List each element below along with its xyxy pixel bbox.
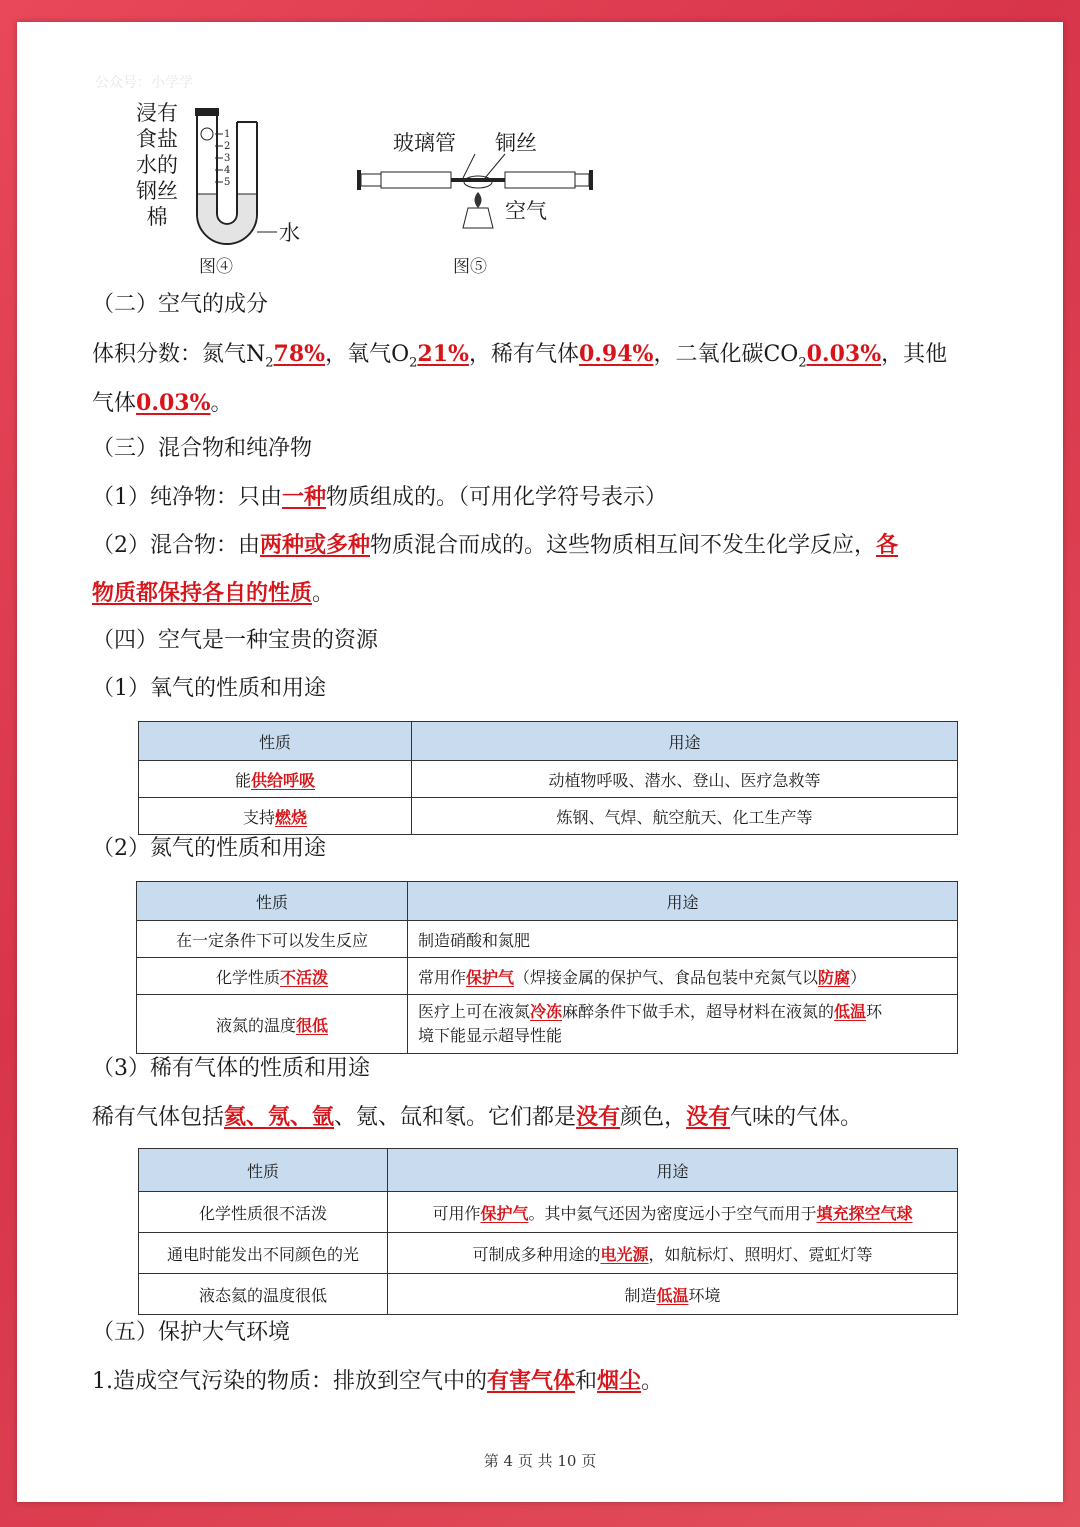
table-cell [137, 958, 408, 995]
table-row [139, 1274, 958, 1315]
text: 环 [866, 1002, 883, 1021]
fig4-label-line: 浸有 [136, 101, 178, 125]
answer: 氦、氖、氩 [224, 1104, 335, 1130]
table-cell: 通电时能发出不同颜色的光 [139, 1233, 388, 1274]
fig4-label-line: 棉 [146, 205, 168, 229]
table-header [139, 1149, 958, 1192]
section-title: （四）空气是一种宝贵的资源 [92, 628, 379, 653]
text: 制造 [624, 1285, 657, 1305]
text: ，如航标灯、照明灯、霓虹灯等 [648, 1244, 873, 1264]
rare-gas-intro [92, 1102, 1003, 1133]
table-cell [139, 798, 412, 835]
nitrogen-table [136, 881, 958, 1054]
answer: 21% [417, 341, 469, 367]
subscript: 2 [798, 355, 807, 371]
scale-mark: 3 [224, 153, 231, 164]
text: ，其他 [881, 342, 948, 367]
table-header [137, 882, 958, 921]
table-row [139, 761, 958, 798]
answer: 保护气 [480, 1203, 529, 1223]
mixture-line [92, 530, 1003, 561]
table-cell: 化学性质很不活泼 [139, 1192, 388, 1233]
page-footer: 第 4 页 共 10 页 [483, 1452, 597, 1470]
column-header: 用途 [388, 1149, 958, 1192]
syringe-diagram [355, 150, 600, 240]
text: 境下能显示超导性能 [418, 1026, 563, 1045]
rare-gas-table [138, 1148, 958, 1315]
text: （1）纯净物：只由 [92, 485, 282, 510]
answer: 没有 [686, 1104, 731, 1130]
table-row [137, 921, 958, 958]
text: 能 [234, 770, 251, 790]
text: 物质组成的。（可用化学符号表示） [326, 485, 668, 510]
watermark: 公众号：小学学 [95, 75, 193, 91]
volume-fraction-line [92, 339, 1003, 378]
table-row [139, 1233, 958, 1274]
subsection-title: （1）氧气的性质和用途 [92, 676, 326, 701]
text: 环境 [688, 1285, 721, 1305]
oxygen-table [138, 721, 958, 835]
answer: 0.03% [806, 341, 882, 367]
text: ，二氧化碳CO [653, 342, 799, 367]
text: 。 [312, 581, 335, 606]
answer: 供给呼吸 [251, 770, 316, 790]
answer: 低温 [834, 1002, 867, 1021]
answer: 不活泼 [280, 967, 329, 987]
text: ） [850, 967, 867, 987]
table-header [139, 722, 958, 761]
table-cell: 液态氦的温度很低 [139, 1274, 388, 1315]
scale-mark: 1 [224, 129, 231, 140]
table-row [139, 1192, 958, 1233]
table-cell: 制造硝酸和氮肥 [408, 921, 958, 958]
text: 化学性质 [215, 967, 280, 987]
mixture-line-2 [92, 578, 1003, 609]
table-row [137, 958, 958, 995]
answer: 78% [273, 341, 326, 367]
text: 气味的气体。 [730, 1105, 863, 1130]
answer: 防腐 [818, 967, 851, 987]
text: 医疗上可在液氮 [418, 1002, 531, 1021]
copper-wire-label: 铜丝 [495, 131, 537, 155]
volume-fraction-line-2 [92, 388, 1003, 419]
text: 常用作 [418, 967, 467, 987]
table-cell [137, 995, 408, 1054]
table-cell: 动植物呼吸、潜水、登山、医疗急救等 [412, 761, 958, 798]
text: 稀有气体包括 [92, 1105, 225, 1130]
text: ，稀有气体 [468, 342, 579, 367]
section-title: （二）空气的成分 [92, 292, 269, 317]
answer: 填充探空气球 [816, 1203, 913, 1223]
pollution-line [92, 1366, 1003, 1397]
scale-mark: 5 [224, 177, 231, 188]
answer: 有害气体 [487, 1368, 576, 1394]
subscript: 2 [265, 355, 274, 371]
answer: 一种 [282, 484, 327, 510]
air-label: 空气 [505, 199, 547, 223]
scale-mark: 2 [224, 141, 231, 152]
table-row [139, 798, 958, 835]
text: 支持 [242, 807, 275, 827]
answer: 各 [876, 532, 899, 558]
answer: 冷冻 [530, 1002, 563, 1021]
answer: 物质都保持各自的性质 [92, 580, 313, 606]
table-cell [408, 995, 958, 1054]
table-cell [388, 1274, 958, 1315]
column-header: 性质 [137, 882, 408, 921]
fig5-caption: 图⑤ [453, 257, 487, 277]
table-cell: 在一定条件下可以发生反应 [137, 921, 408, 958]
page-sheet [17, 22, 1063, 1502]
text: 。其中氦气还因为密度远小于空气而用于 [528, 1203, 817, 1223]
pure-substance-line [92, 482, 1003, 513]
table-cell [388, 1233, 958, 1274]
text: 气体 [92, 391, 137, 416]
text: 。 [210, 391, 233, 416]
text: 、氪、氙和氡。它们都是 [334, 1105, 577, 1130]
text: （2）混合物：由 [92, 533, 260, 558]
section-title: （三）混合物和纯净物 [92, 436, 313, 461]
water-label: 水 [279, 221, 300, 245]
text: 颜色， [620, 1105, 687, 1130]
fig4-label-line: 水的 [136, 153, 178, 177]
column-header: 性质 [139, 722, 412, 761]
fig4-caption: 图④ [199, 257, 233, 277]
text: 体积分数：氮气N [92, 342, 266, 367]
table-cell [139, 761, 412, 798]
column-header: 用途 [412, 722, 958, 761]
answer: 低温 [656, 1285, 689, 1305]
table-cell [388, 1192, 958, 1233]
answer: 电光源 [600, 1244, 649, 1264]
answer: 没有 [576, 1104, 621, 1130]
answer: 两种或多种 [260, 532, 371, 558]
table-cell [408, 958, 958, 995]
subscript: 2 [409, 355, 418, 371]
answer: 烟尘 [597, 1368, 642, 1394]
text: 麻醉条件下做手术，超导材料在液氮的 [562, 1002, 835, 1021]
glass-tube-label: 玻璃管 [393, 131, 456, 155]
text: 和 [575, 1369, 598, 1394]
subsection-title: （3）稀有气体的性质和用途 [92, 1056, 370, 1081]
answer: 保护气 [466, 967, 515, 987]
scale-mark: 4 [224, 165, 231, 176]
text: 液氮的温度 [215, 1015, 296, 1035]
subsection-title: （2）氮气的性质和用途 [92, 836, 326, 861]
column-header: 用途 [408, 882, 958, 921]
fig4-label [133, 100, 181, 230]
answer: 很低 [296, 1015, 329, 1035]
text: 可制成多种用途的 [472, 1244, 601, 1264]
fig4-label-line: 钢丝 [136, 179, 178, 203]
answer: 燃烧 [275, 807, 308, 827]
column-header: 性质 [139, 1149, 388, 1192]
text: 物质混合而成的。这些物质相互间不发生化学反应， [370, 533, 877, 558]
answer: 0.03% [136, 390, 211, 416]
text: 。 [641, 1369, 664, 1394]
section-title: （五）保护大气环境 [92, 1320, 291, 1345]
text: 可用作 [432, 1203, 481, 1223]
table-cell: 炼钢、气焊、航空航天、化工生产等 [412, 798, 958, 835]
text: ，氧气O [325, 342, 410, 367]
text: （焊接金属的保护气、食品包装中充氮气以 [514, 967, 819, 987]
table-row [137, 995, 958, 1054]
text: 1.造成空气污染的物质：排放到空气中的 [92, 1369, 487, 1394]
answer: 0.94% [578, 341, 654, 367]
fig4-label-line: 食盐 [136, 127, 178, 151]
